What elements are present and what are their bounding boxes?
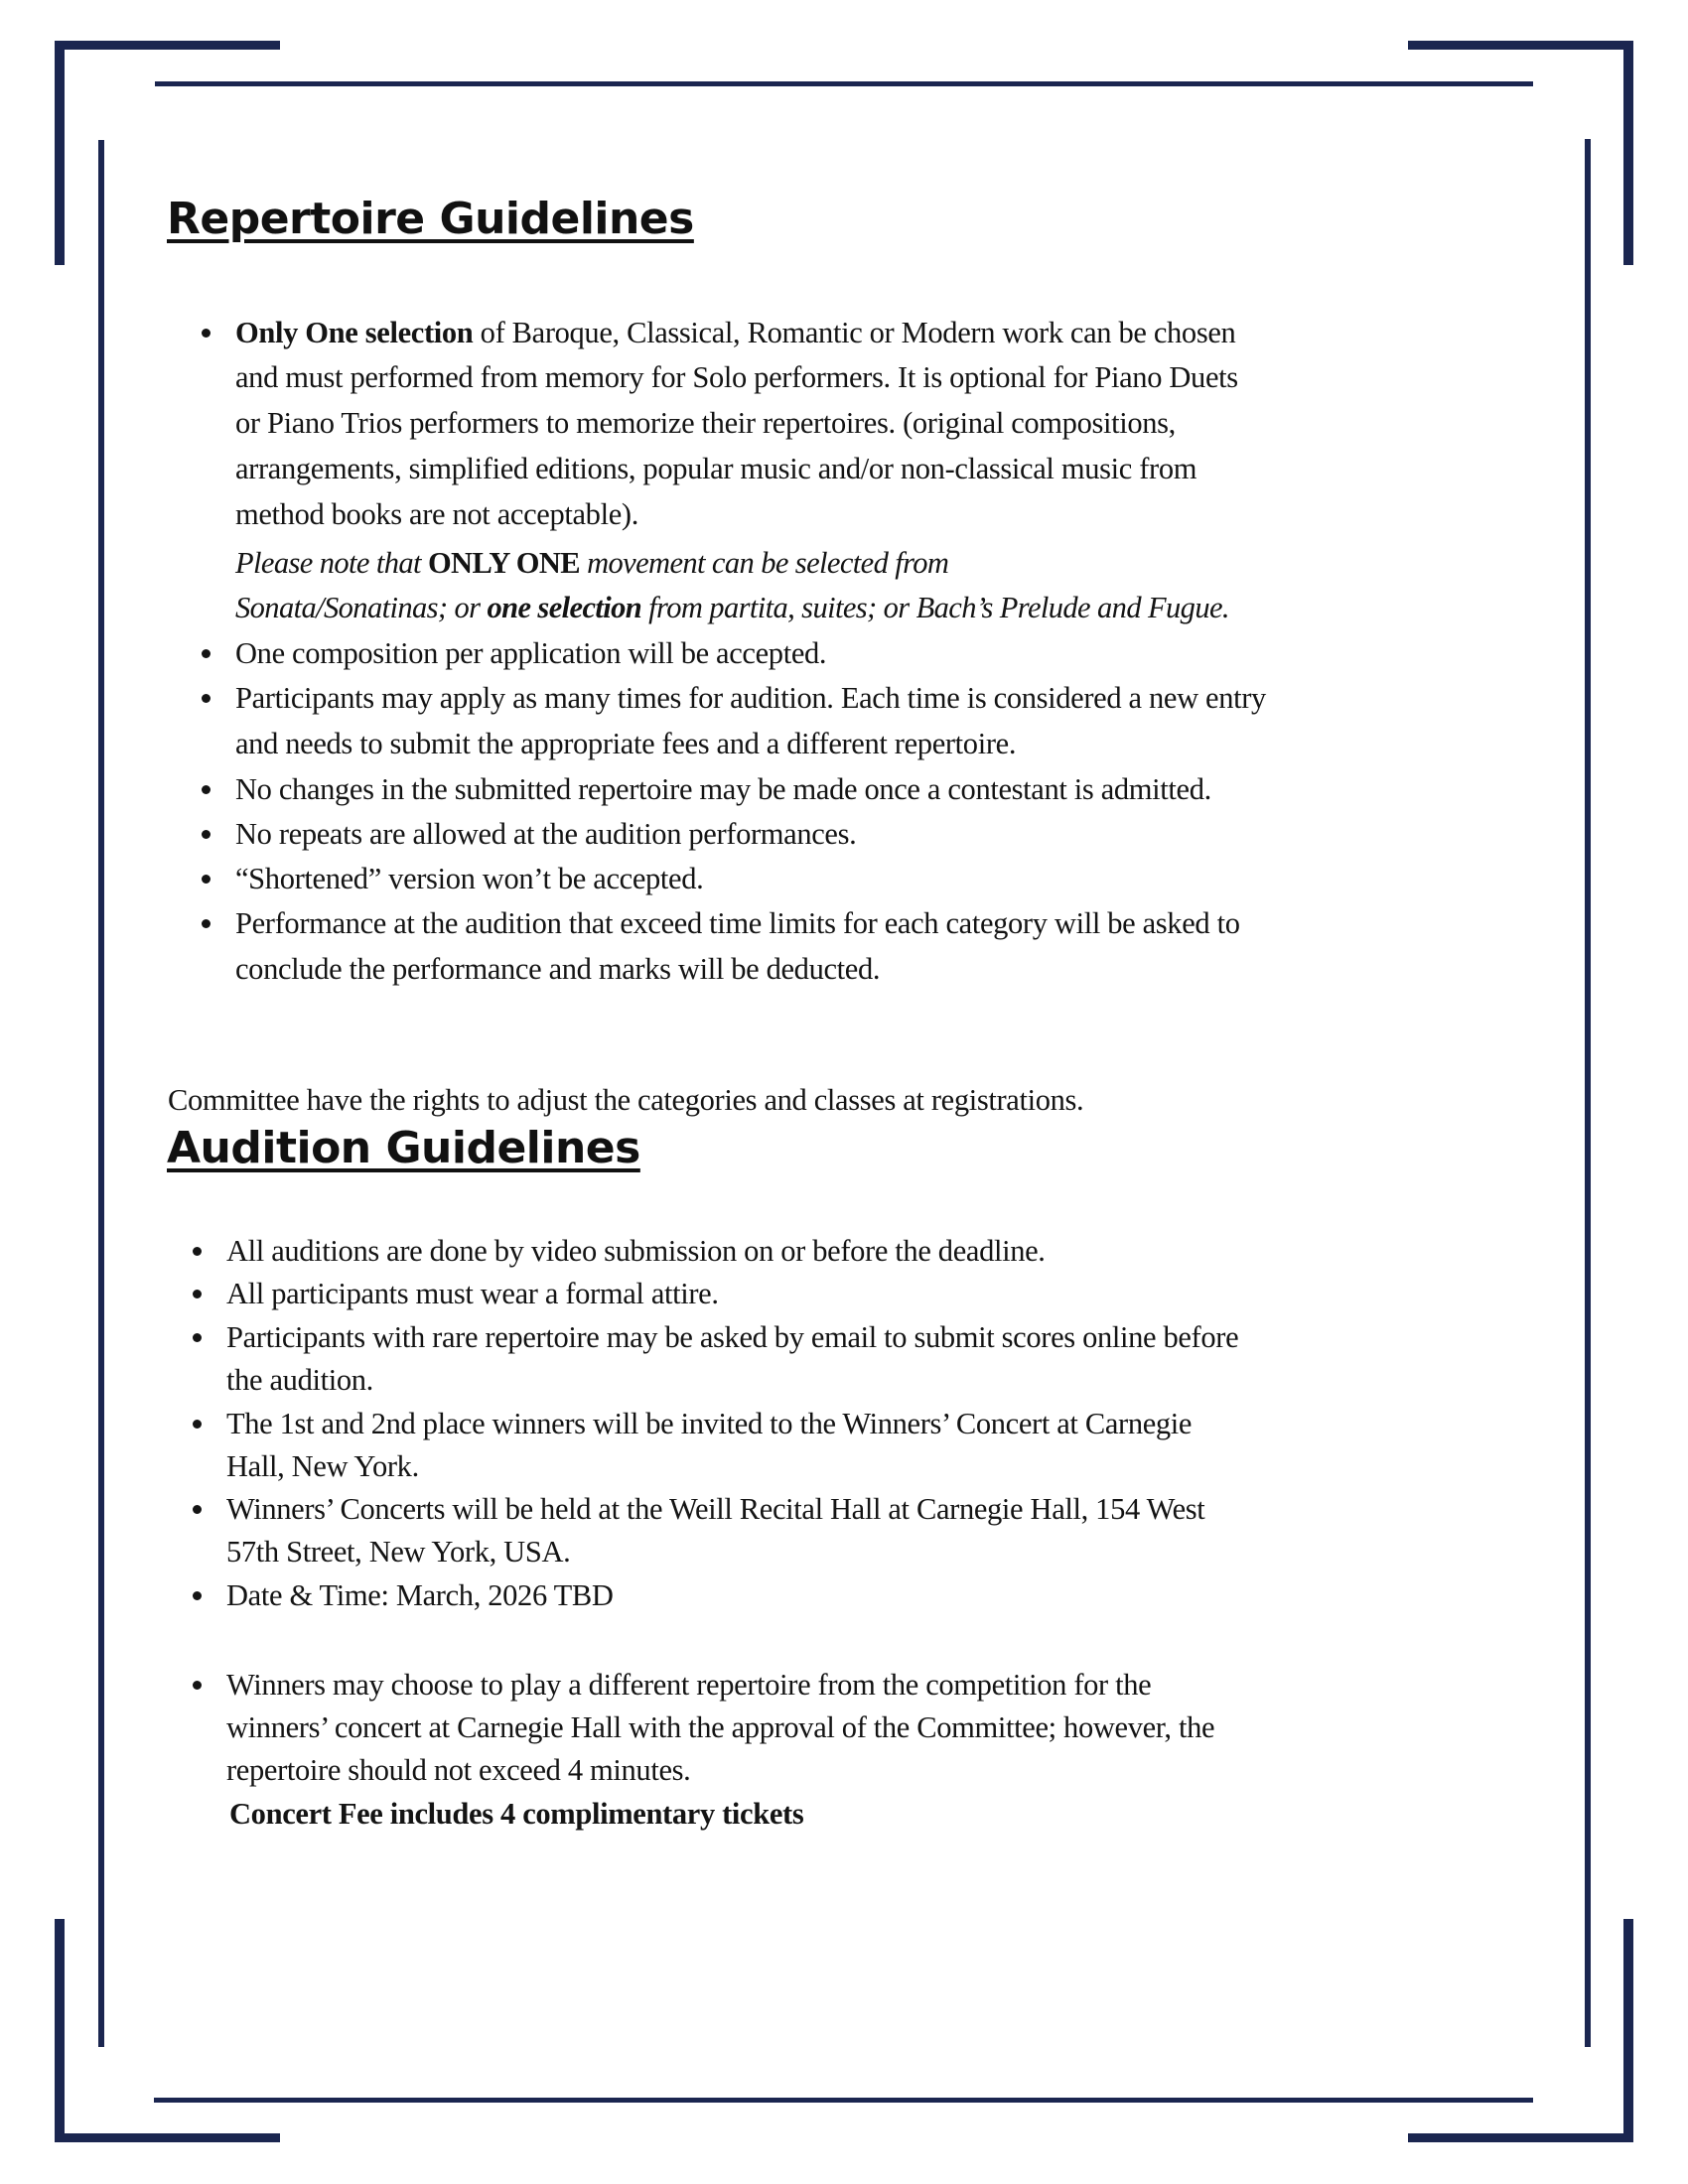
bullet-icon — [202, 875, 211, 884]
list-item-line — [235, 726, 1016, 761]
frame-outer-bottom-left-vertical — [55, 1919, 65, 2142]
list-item-line: Winners’ Concerts will be held at the Weill Recital Hall at Carnegie Hall, 154 West — [226, 1492, 1205, 1526]
body-text: Participants may apply as many times for audition. Each time is considered a new entry — [235, 681, 1266, 715]
list-item-line: 57th Street, New York, USA. — [226, 1535, 571, 1569]
bullet-icon — [202, 785, 211, 794]
frame-outer-top-left-horizontal — [55, 41, 280, 50]
bullet-icon — [193, 1591, 202, 1600]
list-item-line — [235, 951, 880, 987]
frame-outer-top-right-vertical — [1623, 41, 1633, 265]
frame-inner-top-line — [155, 81, 1533, 86]
bullet-icon — [202, 649, 211, 658]
note-text: Please note that — [235, 546, 428, 580]
body-text: and needs to submit the appropriate fees and a different repertoire. — [235, 727, 1017, 760]
bullet-icon — [202, 830, 211, 839]
emphasis-text: one selection — [487, 591, 642, 624]
concert-fee-text: Concert Fee includes 4 complimentary tickets — [229, 1797, 804, 1831]
list-item-line — [235, 451, 1196, 486]
bullet-icon — [193, 1505, 202, 1514]
body-text: method books are not acceptable). — [235, 497, 638, 531]
frame-inner-left-line — [98, 140, 104, 2047]
body-text: One composition per application will be accepted. — [235, 636, 827, 670]
list-item-line — [235, 315, 1235, 350]
list-item-line — [235, 405, 1176, 441]
frame-inner-bottom-line — [154, 2098, 1533, 2103]
list-item-line — [235, 771, 1211, 807]
movement-note-line — [235, 545, 948, 581]
bullet-icon — [193, 1290, 202, 1298]
list-item-line: Winners may choose to play a different repertoire from the competition for the — [226, 1668, 1152, 1702]
frame-outer-top-left-vertical — [55, 41, 65, 265]
bullet-icon — [193, 1681, 202, 1690]
emphasis-text: ONLY ONE — [427, 546, 581, 580]
body-text: of Baroque, Classical, Romantic or Modern work can be chosen — [473, 316, 1236, 349]
body-text: No changes in the submitted repertoire may be made once a contestant is admitted. — [235, 772, 1211, 806]
bullet-icon — [193, 1333, 202, 1342]
list-item-line — [235, 496, 638, 532]
list-item-line: All auditions are done by video submission on or before the deadline. — [226, 1234, 1046, 1268]
audition-guidelines-heading: Audition Guidelines — [167, 1123, 640, 1173]
committee-note: Committee have the rights to adjust the categories and classes at registrations. — [168, 1083, 1084, 1117]
body-text: “Shortened” version won’t be accepted. — [235, 862, 704, 895]
body-text: conclude the performance and marks will be deducted. — [235, 952, 881, 986]
list-item-line: Participants with rare repertoire may be asked by email to submit scores online before — [226, 1320, 1239, 1354]
list-item-line: repertoire should not exceed 4 minutes. — [226, 1753, 691, 1787]
body-text: arrangements, simplified editions, popular music and/or non-classical music from — [235, 452, 1197, 485]
frame-outer-bottom-left-horizontal — [55, 2133, 280, 2142]
frame-outer-bottom-right-vertical — [1623, 1919, 1633, 2142]
list-item-line — [235, 635, 826, 671]
list-item-line — [235, 816, 856, 852]
concert-fee-note — [229, 1796, 803, 1832]
body-text: and must performed from memory for Solo performers. It is optional for Piano Duets — [235, 360, 1238, 394]
list-item-line: winners’ concert at Carnegie Hall with the approval of the Committee; however, the — [226, 1710, 1215, 1744]
body-text: or Piano Trios performers to memorize their repertoires. (original compositions, — [235, 406, 1176, 440]
body-text: Performance at the audition that exceed time limits for each category will be asked to — [235, 906, 1240, 940]
list-item-line: All participants must wear a formal attire. — [226, 1277, 719, 1310]
frame-outer-bottom-right-horizontal — [1408, 2133, 1633, 2142]
list-item-line: Date & Time: March, 2026 TBD — [226, 1578, 614, 1612]
note-text: Sonata/Sonatinas; or — [235, 591, 488, 624]
repertoire-guidelines-heading: Repertoire Guidelines — [167, 194, 694, 244]
list-item-line — [235, 680, 1266, 716]
bullet-icon — [202, 329, 211, 338]
list-item-line — [235, 359, 1238, 395]
note-text: from partita, suites; or Bach’s Prelude and Fugue. — [641, 591, 1229, 624]
frame-outer-top-right-horizontal — [1408, 41, 1633, 50]
list-item-line: Hall, New York. — [226, 1449, 419, 1483]
emphasis-text: Only One selection — [235, 316, 474, 349]
list-item-line: The 1st and 2nd place winners will be invited to the Winners’ Concert at Carnegie — [226, 1407, 1193, 1440]
bullet-icon — [193, 1247, 202, 1256]
note-text: movement can be selected from — [580, 546, 949, 580]
body-text: No repeats are allowed at the audition performances. — [235, 817, 857, 851]
frame-inner-right-line — [1585, 139, 1591, 2047]
bullet-icon — [202, 694, 211, 703]
bullet-icon — [202, 919, 211, 928]
movement-note-line — [235, 590, 1229, 625]
bullet-icon — [193, 1420, 202, 1429]
list-item-line — [235, 861, 703, 896]
list-item-line: the audition. — [226, 1363, 373, 1397]
list-item-line — [235, 905, 1240, 941]
